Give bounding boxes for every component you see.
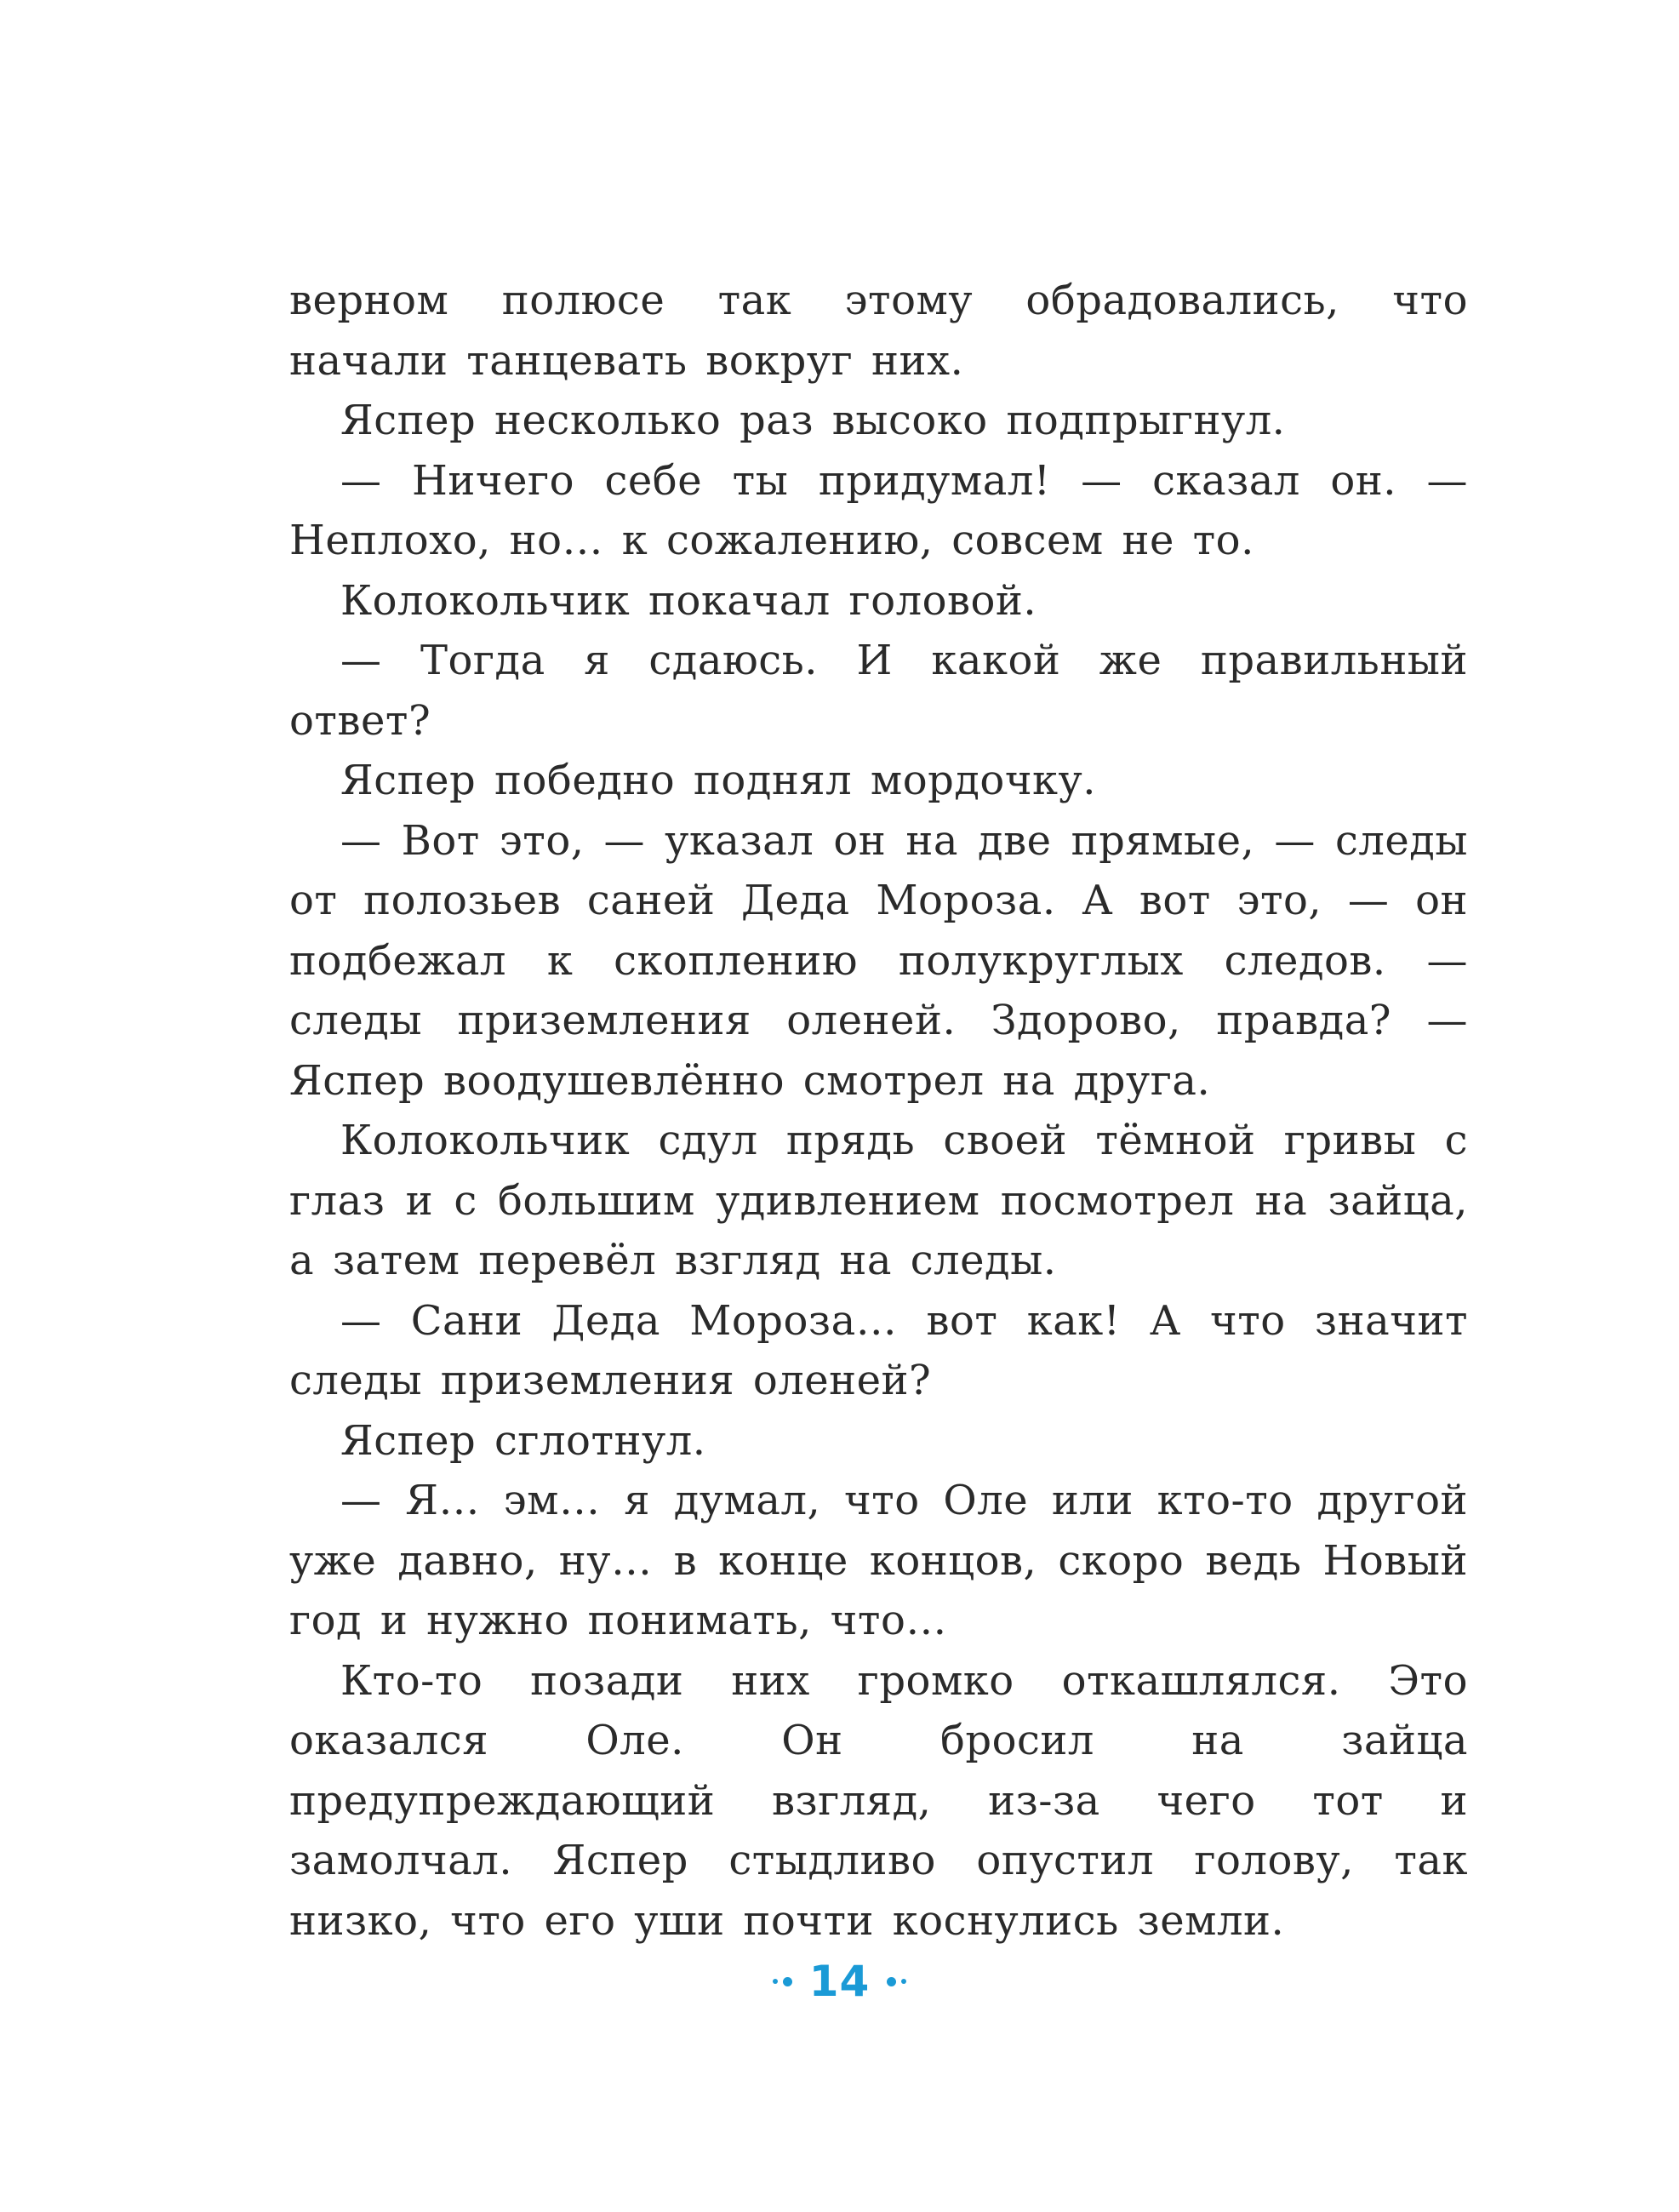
paragraph: — Сани Деда Мороза… вот как! А что значит следы приземления оленей? — [289, 1296, 1468, 1404]
paragraph: — Ничего себе ты придумал! — сказал он. — Неплохо, но… к сожалению, совсем не то. — [289, 456, 1468, 564]
paragraph: Кто-то позади них громко откашлялся. Это оказался Оле. Он бросил на зайца предупреждающий взгляд, из-за чего тот и замолчал. Яспер стыдливо опустил голову, так низко, что его уши почти коснулись земли. — [289, 1656, 1468, 1945]
paragraph: Яспер несколько раз высоко подпрыгнул. — [340, 397, 1286, 444]
dot-icon — [887, 1977, 896, 1986]
left-dots-ornament — [773, 1977, 792, 1986]
page-number: 14 — [808, 1957, 871, 2006]
dot-icon — [901, 1979, 906, 1984]
paragraph: — Я… эм… я думал, что Оле или кто-то другой уже давно, ну… в конце концов, скоро ведь Новый год и нужно понимать, что… — [289, 1477, 1468, 1644]
dot-icon — [783, 1977, 792, 1986]
right-dots-ornament — [887, 1977, 906, 1986]
paragraph: Колокольчик сдул прядь своей тёмной гривы с глаз и с большим удивлением посмотрел на зайца, а затем перевёл взгляд на следы. — [289, 1117, 1468, 1284]
body-text — [289, 271, 1468, 1951]
page-footer — [0, 1947, 1679, 2015]
paragraph: Колокольчик покачал головой. — [340, 576, 1037, 625]
paragraph: — Тогда я сдаюсь. И какой же правильный ответ? — [289, 637, 1468, 745]
paragraph: — Вот это, — указал он на две прямые, — следы от полозьев саней Деда Мороза. А вот это, — он подбежал к скоплению полукруглых следов. — следы приземления оленей. Здорово, правда? — Яспер воодушевлённо смотрел на друга. — [289, 816, 1468, 1105]
dot-icon — [773, 1979, 778, 1984]
paragraph: Яспер сглотнул. — [340, 1416, 706, 1465]
paragraph: Яспер победно поднял мордочку. — [340, 757, 1097, 804]
paragraph: верном полюсе так этому обрадовались, что начали танцевать вокруг них. — [289, 277, 1468, 385]
